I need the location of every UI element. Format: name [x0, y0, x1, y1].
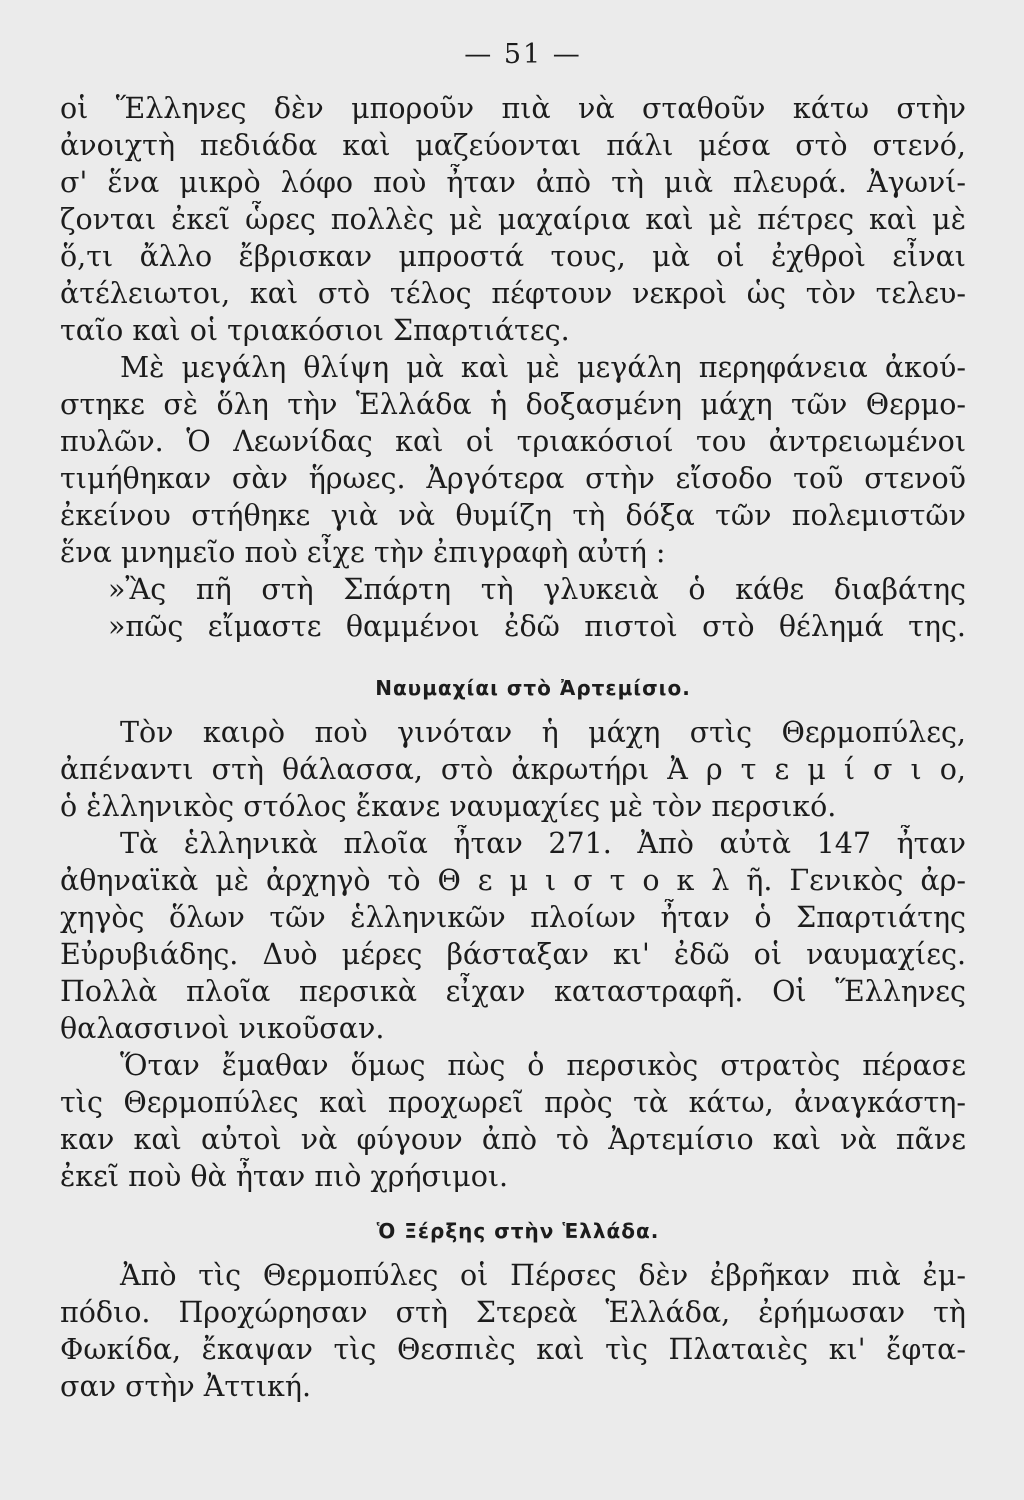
- paragraph-glory: [60, 349, 966, 571]
- text-line: ἀθηναϊκὰ μὲ ἀρχηγὸ τὸ Θ ε μ ι σ τ ο κ λ ῆ. Γενικὸς ἀρ-: [60, 864, 966, 897]
- text-line: Ἀπὸ τὶς Θερμοπύλες οἱ Πέρσες δὲν ἐβρῆκαν πιὰ ἐμ-: [120, 1259, 966, 1292]
- text-line: Μὲ μεγάλη θλίψη μὰ καὶ μὲ μεγάλη περηφάνεια ἀκού-: [120, 351, 966, 384]
- text-line: ὁ ἑλληνικὸς στόλος ἔκανε ναυμαχίες μὲ τὸν περσικό.: [60, 790, 837, 823]
- text-line: Πολλὰ πλοῖα περσικὰ εἶχαν καταστραφῆ. Οἱ Ἕλληνες: [60, 975, 966, 1008]
- text-line: Ὅταν ἔμαθαν ὅμως πὼς ὁ περσικὸς στρατὸς πέρασε: [120, 1049, 966, 1082]
- section-heading-artemisium: Ναυμαχίαι στὸ Ἀρτεμίσιο.: [375, 676, 691, 700]
- page-number: — 51 —: [464, 39, 582, 70]
- text-line: θαλασσινοὶ νικοῦσαν.: [60, 1012, 385, 1045]
- text-line: ἐκείνου στήθηκε γιὰ νὰ θυμίζη τὴ δόξα τῶν πολεμιστῶν: [60, 499, 966, 532]
- text-line: ζονται ἐκεῖ ὧρες πολλὲς μὲ μαχαίρια καὶ μὲ πέτρες καὶ μὲ: [60, 203, 966, 236]
- text-line: Τὰ ἑλληνικὰ πλοῖα ἦταν 271. Ἀπὸ αὐτὰ 147 ἦταν: [120, 827, 966, 860]
- text-line: τὶς Θερμοπύλες καὶ προχωρεῖ πρὸς τὰ κάτω, ἀναγκάστη-: [60, 1086, 966, 1119]
- paragraph-ships: [60, 825, 966, 1047]
- text-line: πυλῶν. Ὁ Λεωνίδας καὶ οἱ τριακόσιοί του ἀντρειωμένοι: [60, 425, 966, 458]
- text-line: καν καὶ αὐτοὶ νὰ φύγουν ἀπὸ τὸ Ἀρτεμίσιο καὶ νὰ πᾶνε: [60, 1123, 966, 1156]
- epigram: [60, 571, 966, 645]
- text-line: σ' ἕνα μικρὸ λόφο ποὺ ἦταν ἀπὸ τὴ μιὰ πλευρά. Ἀγωνί-: [60, 166, 966, 199]
- paragraph-artemisium: [60, 714, 966, 825]
- text-line: Τὸν καιρὸ ποὺ γινόταν ἡ μάχη στὶς Θερμοπύλες,: [120, 716, 966, 749]
- text-line: ἀνοιχτὴ πεδιάδα καὶ μαζεύονται πάλι μέσα στὸ στενό,: [60, 129, 966, 162]
- paragraph-xerxes: [60, 1257, 966, 1405]
- text-line: ἕνα μνημεῖο ποὺ εἶχε τὴν ἐπιγραφὴ αὐτή :: [60, 536, 666, 569]
- text-line: ταῖο καὶ οἱ τριακόσιοι Σπαρτιάτες.: [60, 314, 570, 347]
- text-line: ἀπέναντι στὴ θάλασσα, στὸ ἀκρωτήρι Ἀ ρ τ ε μ ί σ ι ο,: [60, 753, 966, 786]
- text-line: ὅ,τι ἄλλο ἔβρισκαν μπροστά τους, μὰ οἱ ἐχθροὶ εἶναι: [60, 240, 966, 273]
- paragraph-thermopylae-end: [60, 90, 966, 349]
- text-line: πόδιο. Προχώρησαν στὴ Στερεὰ Ἑλλάδα, ἐρήμωσαν τὴ: [60, 1296, 966, 1329]
- text-line: οἱ Ἕλληνες δὲν μποροῦν πιὰ νὰ σταθοῦν κάτω στὴν: [60, 92, 966, 125]
- text-line: Εὐρυβιάδης. Δυὸ μέρες βάσταξαν κι' ἐδῶ οἱ ναυμαχίες.: [60, 938, 966, 971]
- text-line: στηκε σὲ ὅλη τὴν Ἑλλάδα ἡ δοξασμένη μάχη τῶν Θερμο-: [60, 388, 966, 421]
- text-line: σαν στὴν Ἀττική.: [60, 1370, 312, 1403]
- text-line: χηγὸς ὅλων τῶν ἑλληνικῶν πλοίων ἦταν ὁ Σπαρτιάτης: [60, 901, 966, 934]
- text-line: ἐκεῖ ποὺ θὰ ἦταν πιὸ χρήσιμοι.: [60, 1160, 509, 1193]
- epigram-line: »Ἂς πῆ στὴ Σπάρτη τὴ γλυκειὰ ὁ κάθε διαβάτης: [108, 573, 966, 606]
- text-line: ἀτέλειωτοι, καὶ στὸ τέλος πέφτουν νεκροὶ ὡς τὸν τελευ-: [60, 277, 966, 310]
- text-line: τιμήθηκαν σὰν ἥρωες. Ἀργότερα στὴν εἴσοδο τοῦ στενοῦ: [60, 462, 966, 495]
- section-heading-xerxes: Ὁ Ξέρξης στὴν Ἑλλάδα.: [376, 1219, 660, 1243]
- epigram-line: »πῶς εἴμαστε θαμμένοι ἐδῶ πιστοὶ στὸ θέλημά της.: [108, 610, 966, 643]
- text-line: Φωκίδα, ἔκαψαν τὶς Θεσπιὲς καὶ τὶς Πλαταιὲς κι' ἔφτα-: [60, 1333, 966, 1366]
- paragraph-retreat: [60, 1047, 966, 1195]
